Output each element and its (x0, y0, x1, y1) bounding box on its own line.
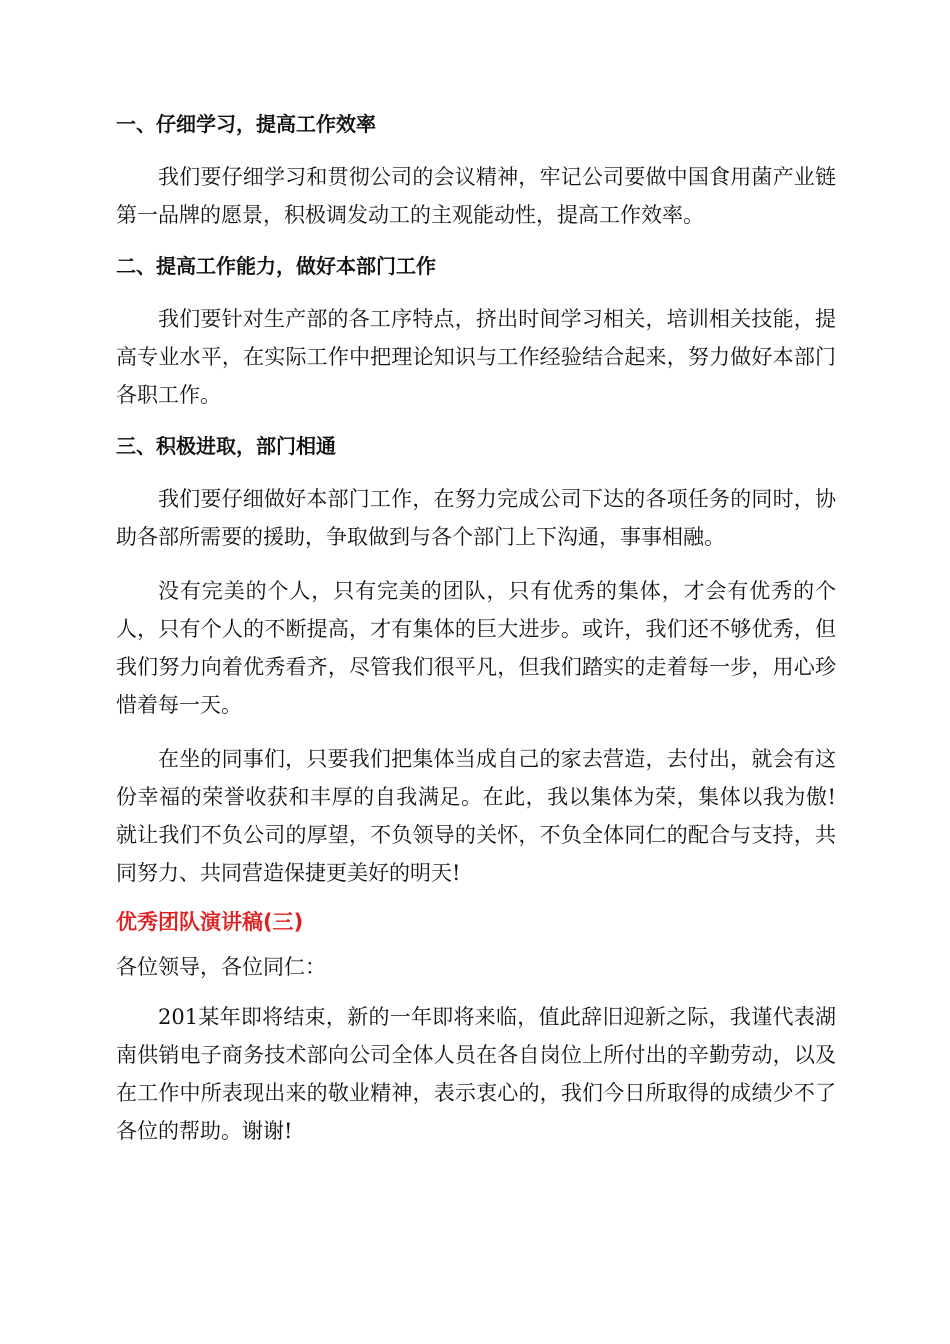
section-heading: 二、提高工作能力，做好本部门工作 (116, 254, 436, 278)
speech-title: 优秀团队演讲稿(三) (116, 910, 304, 934)
section-heading: 三、积极进取，部门相通 (116, 434, 336, 458)
paragraph: 在坐的同事们，只要我们把集体当成自己的家去营造，去付出，就会有这份幸福的荣誉收获和丰厚的自我满足。在此，我以集体为荣，集体以我为傲!就让我们不负公司的厚望，不负领导的关怀，不负全体同仁的配合与支持，共同努力、共同营造保捷更美好的明天! (116, 747, 836, 885)
section-heading: 一、仔细学习，提高工作效率 (116, 112, 376, 136)
paragraph: 我们要仔细学习和贯彻公司的会议精神，牢记公司要做中国食用菌产业链第一品牌的愿景，积极调发动工的主观能动性，提高工作效率。 (116, 165, 836, 227)
document-page (116, 108, 836, 1150)
section-1 (116, 108, 836, 234)
paragraph: 我们要针对生产部的各工序特点，挤出时间学习相关，培训相关技能，提高专业水平，在实际工作中把理论知识与工作经验结合起来，努力做好本部门各职工作。 (116, 307, 836, 407)
section-2 (116, 250, 836, 414)
paragraph: 我们要仔细做好本部门工作，在努力完成公司下达的各项任务的同时，协助各部所需要的援助，争取做到与各个部门上下沟通，事事相融。 (116, 487, 836, 549)
section-3 (116, 430, 836, 892)
speech-3 (116, 906, 836, 1150)
paragraph: 201某年即将结束，新的一年即将来临，值此辞旧迎新之际，我谨代表湖南供销电子商务技术部向公司全体人员在各自岗位上所付出的辛勤劳动，以及在工作中所表现出来的敬业精神，表示衷心的，我们今日所取得的成绩少不了各位的帮助。谢谢! (116, 1005, 836, 1143)
greeting: 各位领导，各位同仁： (116, 955, 326, 979)
paragraph: 没有完美的个人，只有完美的团队，只有优秀的集体，才会有优秀的个人，只有个人的不断提高，才有集体的巨大进步。或许，我们还不够优秀，但我们努力向着优秀看齐，尽管我们很平凡，但我们踏实的走着每一步，用心珍惜着每一天。 (116, 579, 836, 717)
